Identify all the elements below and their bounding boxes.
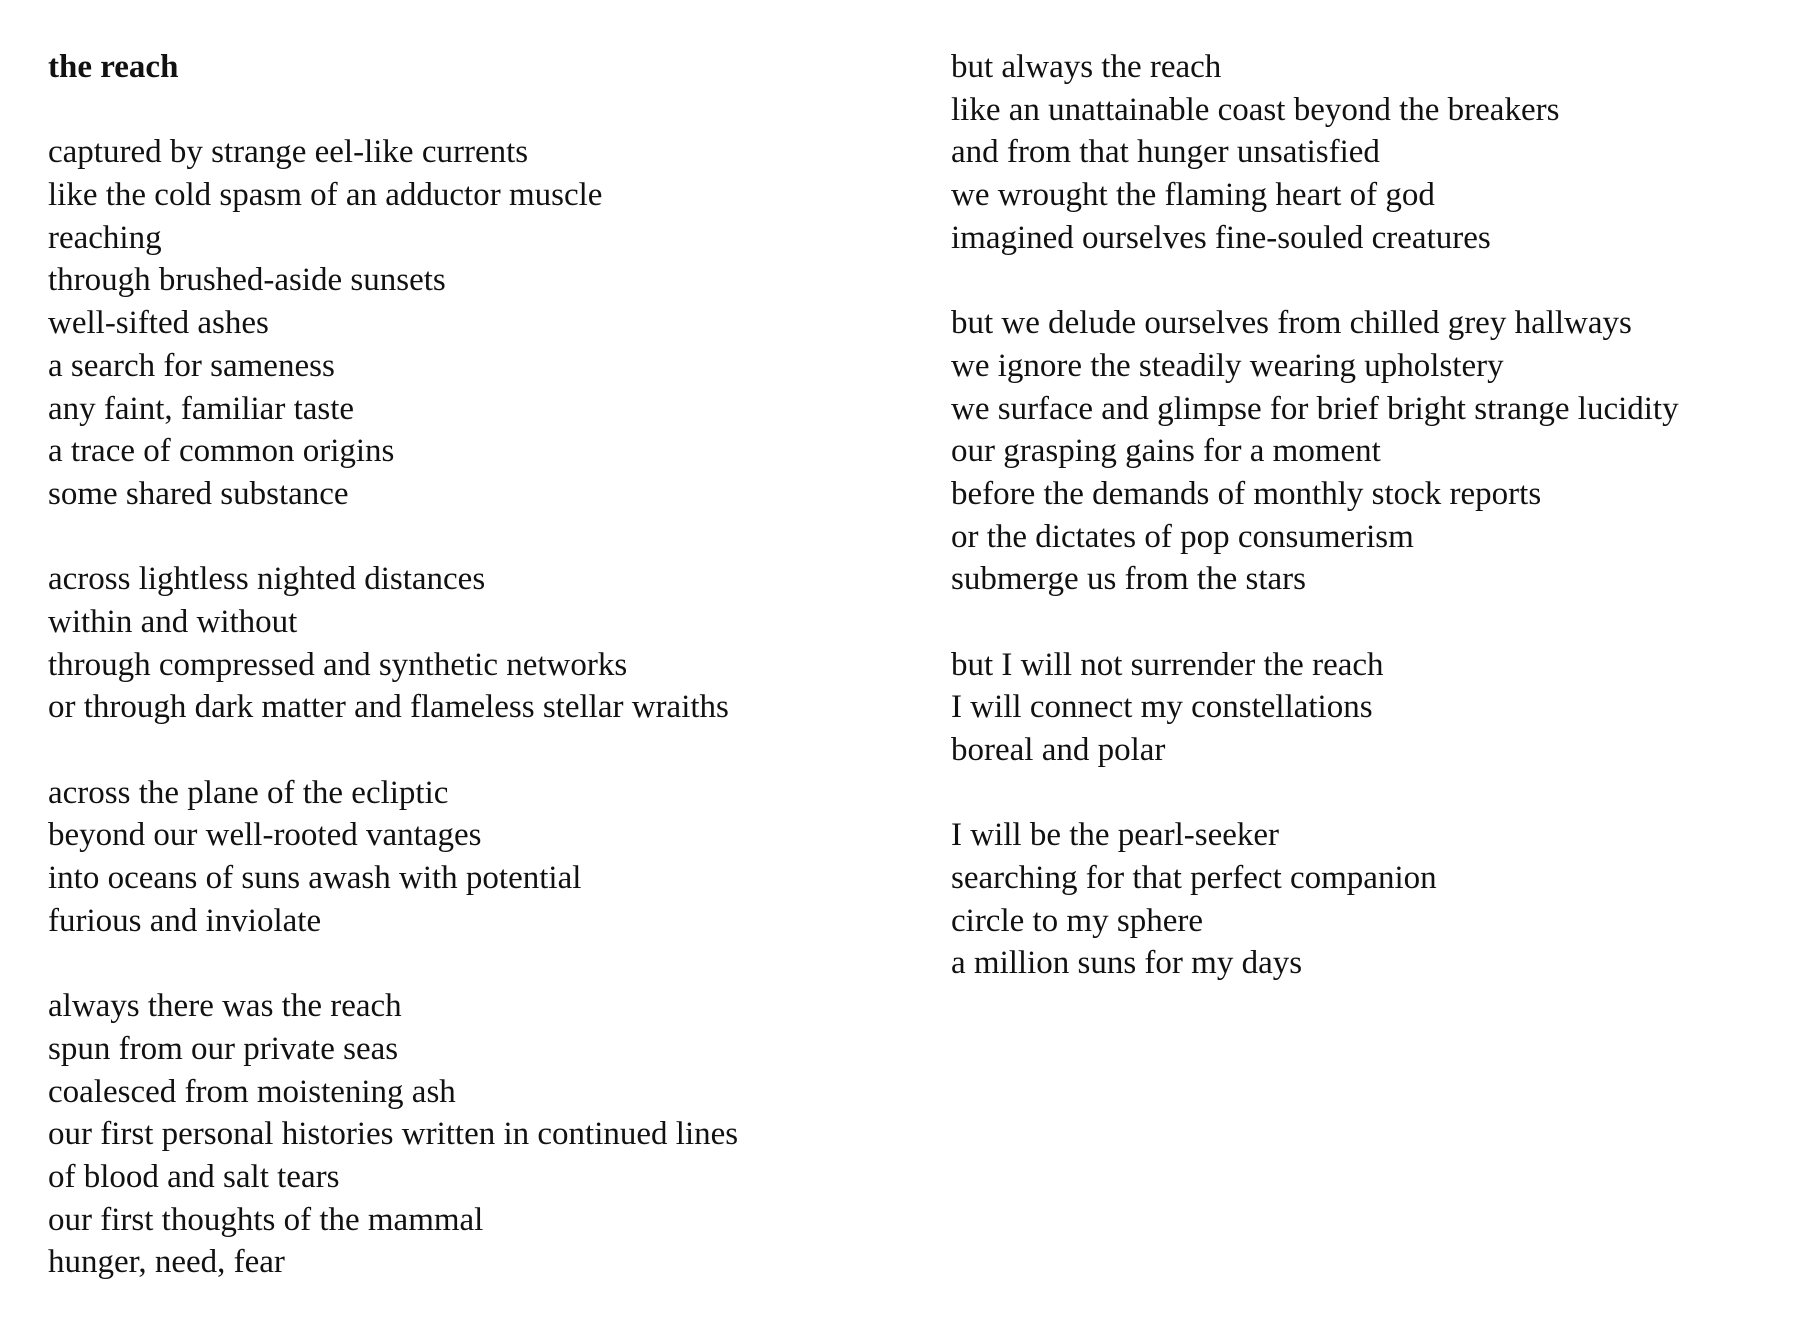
poem-line: some shared substance (48, 475, 349, 512)
poem-line: we surface and glimpse for brief bright strange lucidity (951, 390, 1679, 427)
poem-line: across lightless nighted distances (48, 561, 486, 598)
poem-line: captured by strange eel-like currents (48, 134, 529, 171)
poem-line: before the demands of monthly stock reports (951, 475, 1542, 512)
poem-line: through brushed-aside sunsets (48, 262, 446, 299)
left-column (48, 46, 898, 1284)
stanza (951, 46, 1791, 985)
stanza-gap (48, 89, 898, 132)
poem-line: our grasping gains for a moment (951, 433, 1381, 470)
poem-line: across the plane of the ecliptic (48, 774, 449, 811)
poem-line: I will connect my constellations (951, 689, 1373, 726)
poem-line: through compressed and synthetic networks (48, 646, 628, 683)
poem-line: a search for sameness (48, 347, 335, 384)
right-column (951, 46, 1791, 985)
stanza-gap (48, 729, 898, 772)
poem-line: beyond our well-rooted vantages (48, 817, 482, 854)
poem-line: or the dictates of pop consumerism (951, 518, 1414, 555)
stanza-gap (48, 942, 898, 985)
poem-title: the reach (48, 49, 179, 85)
poem-line: our first thoughts of the mammal (48, 1201, 484, 1238)
poem-line: circle to my sphere (951, 902, 1203, 939)
poem-line: or through dark matter and flameless stellar wraiths (48, 689, 729, 726)
poem-line: furious and inviolate (48, 902, 322, 939)
stanza-gap (951, 259, 1791, 302)
poem-line: a trace of common origins (48, 433, 395, 470)
poem-line: coalesced from moistening ash (48, 1073, 456, 1110)
poem-line: imagined ourselves fine-souled creatures (951, 219, 1491, 256)
poem-line: of blood and salt tears (48, 1158, 340, 1195)
stanza-gap (48, 516, 898, 559)
stanza (48, 131, 898, 1284)
poem-line: we wrought the flaming heart of god (951, 177, 1435, 214)
poem-line: but I will not surrender the reach (951, 646, 1384, 683)
poem-line: like the cold spasm of an adductor muscle (48, 177, 603, 214)
poem-line: I will be the pearl-seeker (951, 817, 1280, 854)
poem-line: our first personal histories written in continued lines (48, 1116, 739, 1153)
poem-line: submerge us from the stars (951, 561, 1306, 598)
poem-line: we ignore the steadily wearing upholstery (951, 347, 1504, 384)
poem-line: reaching (48, 219, 162, 256)
poem-line: but we delude ourselves from chilled grey hallways (951, 305, 1632, 342)
poem-line: into oceans of suns awash with potential (48, 860, 582, 897)
poem-line: a million suns for my days (951, 945, 1303, 982)
stanza-gap (951, 601, 1791, 644)
poem-line: spun from our private seas (48, 1030, 399, 1067)
poem-line: hunger, need, fear (48, 1244, 285, 1281)
poem-line: searching for that perfect companion (951, 860, 1437, 897)
poem-line: within and without (48, 603, 298, 640)
poem-line: always there was the reach (48, 988, 402, 1025)
poem-line: and from that hunger unsatisfied (951, 134, 1380, 171)
poem-line: any faint, familiar taste (48, 390, 355, 427)
poem-line: boreal and polar (951, 732, 1166, 768)
poem-line: well-sifted ashes (48, 305, 269, 342)
stanza-gap (951, 772, 1791, 815)
poem-line: like an unattainable coast beyond the breakers (951, 91, 1560, 128)
poem-line: but always the reach (951, 49, 1222, 85)
